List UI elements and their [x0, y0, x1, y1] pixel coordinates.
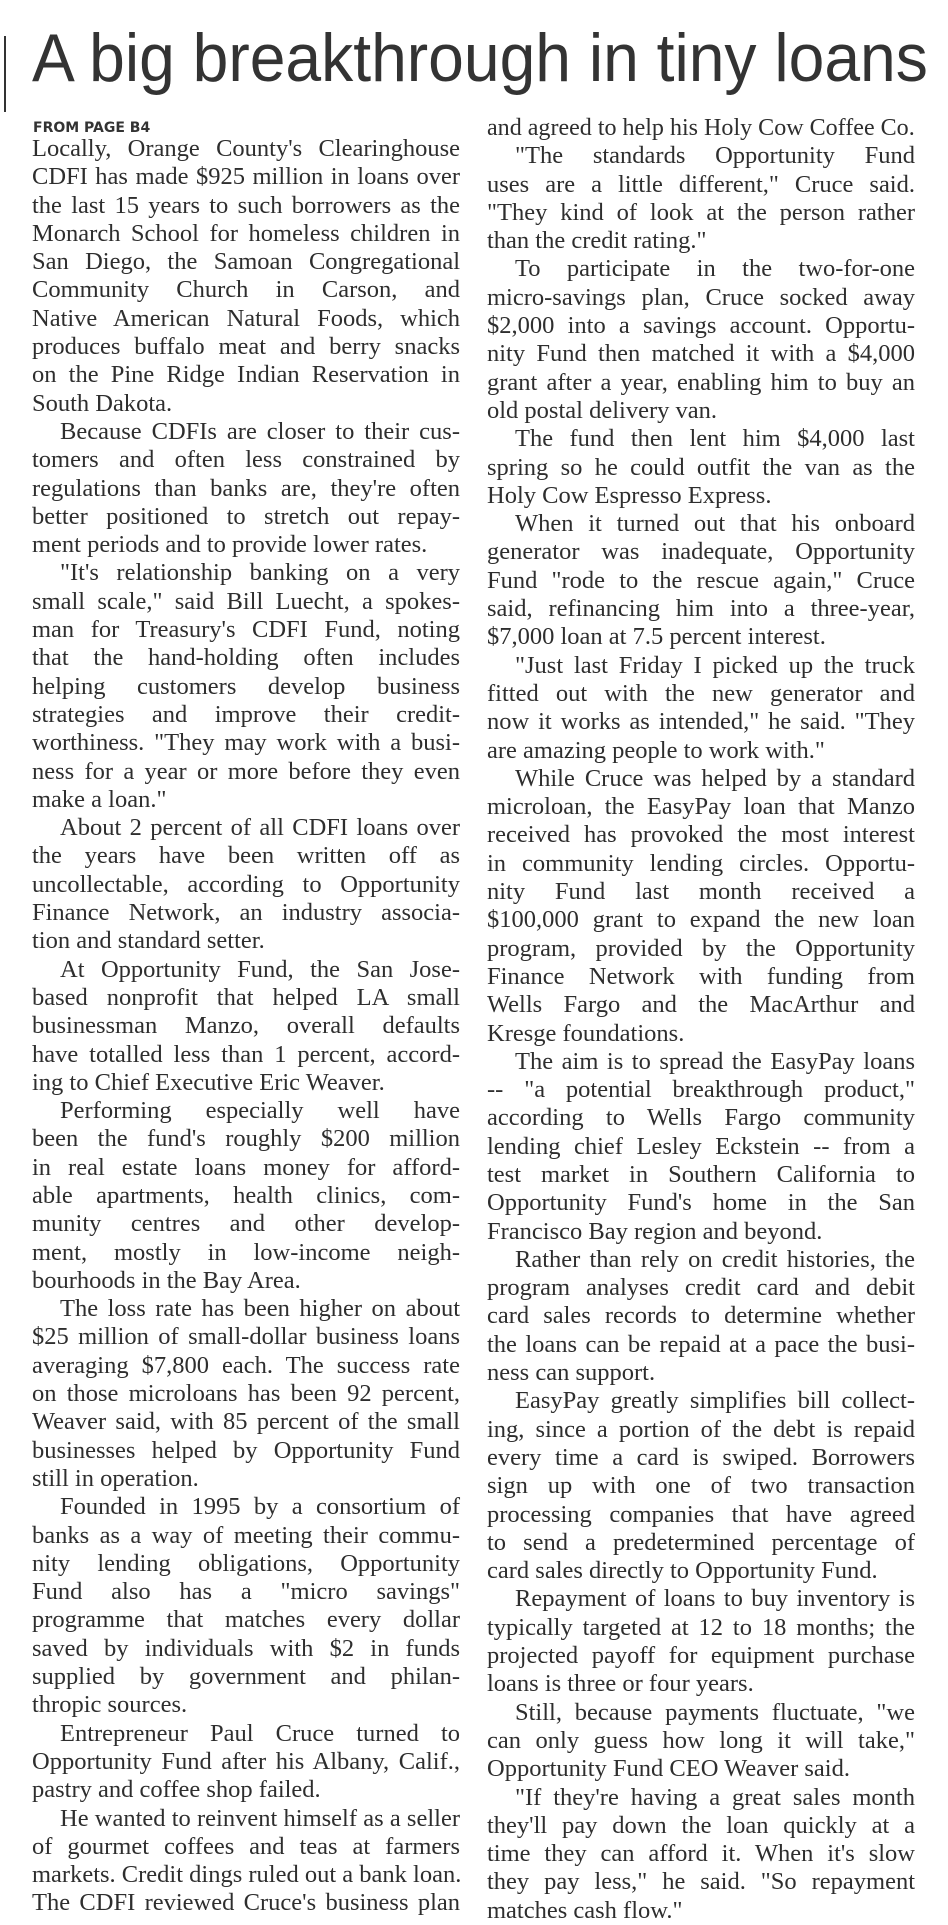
text-line: EasyPay greatly simplifies bill collect- [515, 1387, 915, 1415]
text-line: of gourmet coffees and teas at farmers [32, 1832, 460, 1860]
text-line: He wanted to reinvent himself as a seller [60, 1804, 460, 1832]
text-line: can only guess how long it will take," [487, 1726, 915, 1754]
text-line: thropic sources. [32, 1691, 188, 1719]
text-line: Performing especially well have [60, 1097, 460, 1125]
paragraph [487, 1784, 915, 1925]
text-line: Finance Network with funding from [487, 962, 915, 990]
text-line: received has provoked the most interest [487, 821, 915, 849]
text-line: able apartments, health clinics, com- [32, 1181, 460, 1209]
text-line: Holy Cow Espresso Express. [487, 481, 772, 509]
text-line: nity lending obligations, Opportunity [32, 1549, 460, 1577]
text-line: man for Treasury's CDFI Fund, noting [32, 616, 460, 644]
text-line: nity Fund last month received a [487, 878, 915, 906]
text-line: according to Wells Fargo community [487, 1104, 915, 1132]
text-line: At Opportunity Fund, the San Jose- [60, 955, 460, 983]
text-line: typically targeted at 12 to 18 months; the [487, 1613, 915, 1641]
text-line: Community Church in Carson, and [32, 276, 460, 304]
text-line: test market in Southern California to [487, 1160, 915, 1188]
text-line: -- "a potential breakthrough product," [487, 1076, 915, 1104]
text-line: ment, mostly in low-income neigh- [32, 1238, 460, 1266]
text-line: ness can support. [487, 1359, 656, 1387]
text-line: The loss rate has been higher on about [60, 1295, 460, 1323]
text-line: ness for a year or more before they even [32, 757, 460, 785]
text-line: tomers and often less constrained by [32, 446, 460, 474]
text-line: averaging $7,800 each. The success rate [32, 1351, 460, 1379]
text-line: generator was inadequate, Opportunity [487, 538, 915, 566]
continued-from-label: FROM PAGE B4 [33, 120, 151, 136]
text-line: fitted out with the new generator and [487, 679, 915, 707]
text-line: every time a card is swiped. Borrowers [487, 1443, 915, 1471]
paragraph [487, 142, 915, 255]
text-line: grant after a year, enabling him to buy an [487, 368, 915, 396]
text-line: The aim is to spread the EasyPay loans [515, 1047, 915, 1075]
text-line: The fund then lent him $4,000 last [515, 425, 915, 453]
text-line: they pay less," he said. "So repayment [487, 1868, 915, 1896]
text-line: and agreed to help his Holy Cow Coffee Co. [487, 114, 915, 141]
paragraph [487, 255, 915, 425]
paragraph [487, 114, 915, 142]
text-line: businessman Manzo, overall defaults [32, 1012, 460, 1040]
text-line: now it works as intended," he said. "They [487, 708, 915, 736]
text-line: processing companies that have agreed [487, 1500, 915, 1528]
paragraph [32, 1493, 460, 1719]
paragraph [487, 1699, 915, 1784]
text-line: make a loan." [32, 785, 167, 813]
text-line: pastry and coffee shop failed. [32, 1776, 321, 1804]
text-line: are amazing people to work with." [487, 736, 825, 764]
text-line: When it turned out that his onboard [515, 510, 915, 538]
text-line: matches cash flow." [487, 1896, 683, 1924]
text-line: have totalled less than 1 percent, accord- [32, 1040, 460, 1068]
text-line: better positioned to stretch out repay- [32, 502, 460, 530]
text-line: worthiness. "They may work with a busi- [32, 729, 460, 757]
text-line: Wells Fargo and the MacArthur and [487, 991, 915, 1019]
text-line: in real estate loans money for afford- [32, 1153, 460, 1181]
text-line: spring so he could outfit the van as the [487, 453, 915, 481]
text-line: bourhoods in the Bay Area. [32, 1266, 301, 1294]
text-line: Finance Network, an industry associa- [32, 899, 460, 927]
text-line: "If they're having a great sales month [515, 1783, 915, 1811]
text-line: tion and standard setter. [32, 927, 265, 955]
text-line: old postal delivery van. [487, 396, 717, 424]
text-line: based nonprofit that helped LA small [32, 983, 460, 1011]
text-line: businesses helped by Opportunity Fund [32, 1436, 460, 1464]
text-line: nity Fund then matched it with a $4,000 [487, 340, 915, 368]
text-line: lending chief Lesley Eckstein -- from a [487, 1132, 915, 1160]
article-column-left [32, 135, 460, 1918]
text-line: the loans can be repaid at a pace the busi- [487, 1330, 915, 1358]
text-line: Native American Natural Foods, which [32, 304, 460, 332]
text-line: Fund also has a "micro savings" [32, 1578, 460, 1606]
text-line: Fund "rode to the rescue again," Cruce [487, 566, 915, 594]
paragraph [32, 1295, 460, 1493]
text-line: ing to Chief Executive Eric Weaver. [32, 1068, 385, 1096]
text-line: time they can afford it. When it's slow [487, 1840, 915, 1868]
text-line: Weaver said, with 85 percent of the small [32, 1408, 460, 1436]
text-line: that the hand-holding often includes [32, 644, 460, 672]
text-line: produces buffalo meat and berry snacks [32, 333, 460, 361]
text-line: Opportunity Fund's home in the San [487, 1189, 915, 1217]
text-line: in community lending circles. Opportu- [487, 849, 915, 877]
text-line: regulations than banks are, they're often [32, 474, 460, 502]
text-line: ment periods and to provide lower rates. [32, 531, 428, 559]
text-line: Opportunity Fund CEO Weaver said. [487, 1755, 850, 1783]
text-line: still in operation. [32, 1464, 199, 1492]
text-line: Monarch School for homeless children in [32, 219, 460, 247]
text-line: on the Pine Ridge Indian Reservation in [32, 361, 460, 389]
text-line: About 2 percent of all CDFI loans over [60, 814, 460, 842]
paragraph [487, 1585, 915, 1698]
text-line: San Diego, the Samoan Congregational [32, 248, 460, 276]
text-line: uncollectable, according to Opportunity [32, 870, 460, 898]
text-line: small scale," said Bill Luecht, a spokes- [32, 587, 460, 615]
text-line: strategies and improve their credit- [32, 700, 460, 728]
text-line: munity centres and other develop- [32, 1210, 460, 1238]
text-line: $25 million of small-dollar business loans [32, 1323, 460, 1351]
column-rule [4, 36, 6, 112]
paragraph [32, 559, 460, 814]
text-line: they'll pay down the loan quickly at a [487, 1811, 915, 1839]
paragraph [487, 1246, 915, 1387]
text-line: ing, since a portion of the debt is repaid [487, 1415, 915, 1443]
text-line: banks as a way of meeting their commu- [32, 1521, 460, 1549]
paragraph [32, 814, 460, 955]
text-line: $2,000 into a savings account. Opportu- [487, 312, 915, 340]
text-line: the years have been written off as [32, 842, 460, 870]
text-line: Locally, Orange County's Clearinghouse [32, 135, 460, 162]
text-line: program, provided by the Opportunity [487, 934, 915, 962]
text-line: the last 15 years to such borrowers as the [32, 191, 460, 219]
text-line: saved by individuals with $2 in funds [32, 1634, 460, 1662]
text-line: micro-savings plan, Cruce socked away [487, 283, 915, 311]
paragraph [32, 956, 460, 1097]
paragraph [487, 1048, 915, 1246]
text-line: helping customers develop business [32, 672, 460, 700]
text-line: "They kind of look at the person rather [487, 198, 915, 226]
text-line: Kresge foundations. [487, 1019, 685, 1047]
text-line: Repayment of loans to buy inventory is [515, 1585, 915, 1613]
text-line: card sales directly to Opportunity Fund. [487, 1557, 878, 1585]
paragraph [32, 1720, 460, 1805]
text-line: microloan, the EasyPay loan that Manzo [487, 793, 915, 821]
paragraph [32, 418, 460, 559]
headline: A big breakthrough in tiny loans [32, 20, 928, 96]
paragraph [487, 510, 915, 651]
text-line: "Just last Friday I picked up the truck [515, 651, 915, 679]
text-line: projected payoff for equipment purchase [487, 1642, 915, 1670]
text-line: than the credit rating." [487, 227, 707, 255]
text-line: Entrepreneur Paul Cruce turned to [60, 1719, 460, 1747]
text-line: Francisco Bay region and beyond. [487, 1217, 823, 1245]
paragraph [32, 1805, 460, 1918]
text-line: CDFI has made $925 million in loans over [32, 163, 460, 191]
text-line: Opportunity Fund after his Albany, Calif., [32, 1747, 460, 1775]
text-line: While Cruce was helped by a standard [515, 764, 915, 792]
text-line: on those microloans has been 92 percent, [32, 1380, 460, 1408]
text-line: Because CDFIs are closer to their cus- [60, 417, 460, 445]
text-line: programme that matches every dollar [32, 1606, 460, 1634]
paragraph [32, 1097, 460, 1295]
text-line: $7,000 loan at 7.5 percent interest. [487, 623, 826, 651]
text-line: uses are a little different," Cruce said. [487, 170, 915, 198]
text-line: supplied by government and philan- [32, 1663, 460, 1691]
paragraph [487, 425, 915, 510]
article-column-right [487, 114, 915, 1925]
text-line: to send a predetermined percentage of [487, 1528, 915, 1556]
paragraph [487, 652, 915, 765]
text-line: loans is three or four years. [487, 1670, 754, 1698]
text-line: South Dakota. [32, 389, 173, 417]
text-line: $100,000 grant to expand the new loan [487, 906, 915, 934]
text-line: "It's relationship banking on a very [60, 559, 460, 587]
text-line: program analyses credit card and debit [487, 1274, 915, 1302]
text-line: been the fund's roughly $200 million [32, 1125, 460, 1153]
text-line: said, refinancing him into a three-year, [487, 595, 915, 623]
text-line: "The standards Opportunity Fund [515, 142, 915, 170]
text-line: markets. Credit dings ruled out a bank loan. [32, 1861, 462, 1889]
text-line: card sales records to determine whether [487, 1302, 915, 1330]
text-line: Rather than rely on credit histories, the [515, 1245, 915, 1273]
text-line: The CDFI reviewed Cruce's business plan [32, 1889, 460, 1917]
text-line: Founded in 1995 by a consortium of [60, 1493, 460, 1521]
text-line: Still, because payments fluctuate, "we [515, 1698, 915, 1726]
text-line: sign up with one of two transaction [487, 1472, 915, 1500]
paragraph [32, 135, 460, 418]
paragraph [487, 1387, 915, 1585]
text-line: To participate in the two-for-one [515, 255, 915, 283]
paragraph [487, 765, 915, 1048]
